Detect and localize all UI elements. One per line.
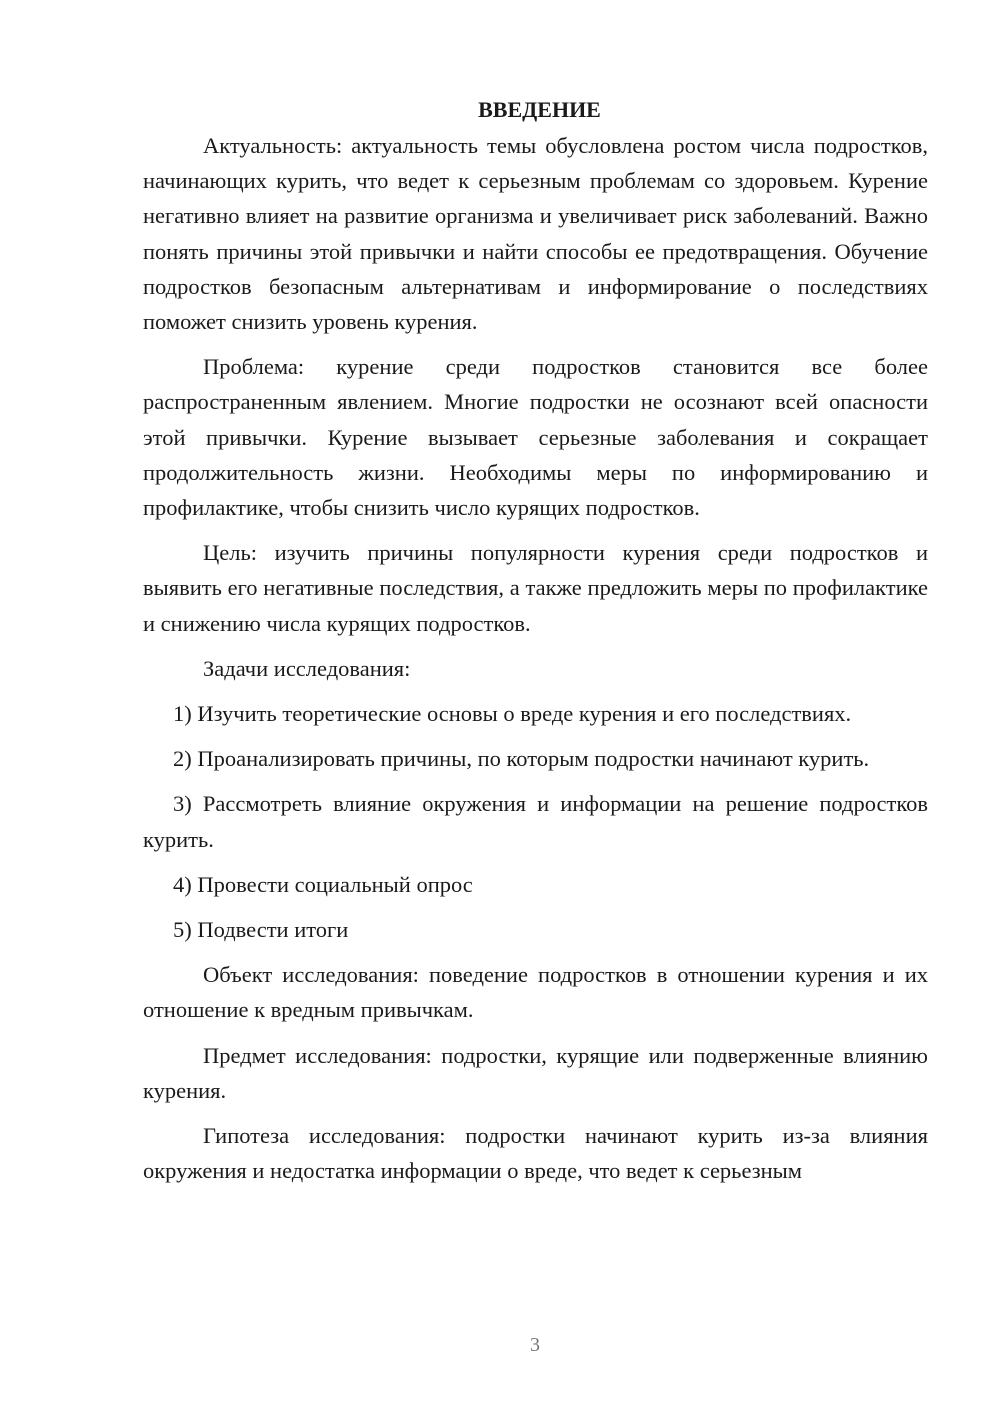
relevance-paragraph: Актуальность: актуальность темы обусловлена ростом числа подростков, начинающих курить, что ведет к серьезным проблемам со здоровьем. Курение негативно влияет на развитие организма и увеличивает риск заболеваний. Важно понять причины этой привычки и найти способы ее предотвращения. Обучение подростков безопасным альтернативам и информирование о последствиях поможет снизить уровень курения. bbox=[143, 133, 928, 335]
section-heading: ВВЕДЕНИЕ bbox=[478, 97, 601, 122]
task-item-2: 2) Проанализировать причины, по которым подростки начинают курить. bbox=[173, 746, 870, 772]
task-item-1: 1) Изучить теоретические основы о вреде курения и его последствиях. bbox=[173, 701, 852, 727]
tasks-title: Задачи исследования: bbox=[203, 655, 411, 681]
task-item-4: 4) Провести социальный опрос bbox=[173, 871, 473, 897]
page-body bbox=[143, 92, 928, 1188]
task-item-5: 5) Подвести итоги bbox=[173, 917, 349, 943]
task-item-3: 3) Рассмотреть влияние окружения и информации на решение подростков курить. bbox=[143, 791, 928, 852]
goal-paragraph: Цель: изучить причины популярности курения среди подростков и выявить его негативные последствия, а также предложить меры по профилактике и снижению числа курящих подростков. bbox=[143, 540, 928, 636]
problem-paragraph: Проблема: курение среди подростков становится все более распространенным явлением. Многие подростки не осознают всей опасности этой привычки. Курение вызывает серьезные заболевания и сокращает продолжительность жизни. Необходимы меры по информированию и профилактике, чтобы снизить число курящих подростков. bbox=[143, 354, 928, 521]
object-paragraph: Объект исследования: поведение подростков в отношении курения и их отношение к вредным привычкам. bbox=[143, 962, 928, 1023]
subject-paragraph: Предмет исследования: подростки, курящие или подверженные влиянию курения. bbox=[143, 1042, 928, 1103]
page-number: 3 bbox=[530, 1334, 540, 1356]
hypothesis-paragraph: Гипотеза исследования: подростки начинают курить из-за влияния окружения и недостатка информации о вреде, что ведет к серьезным bbox=[143, 1123, 928, 1184]
